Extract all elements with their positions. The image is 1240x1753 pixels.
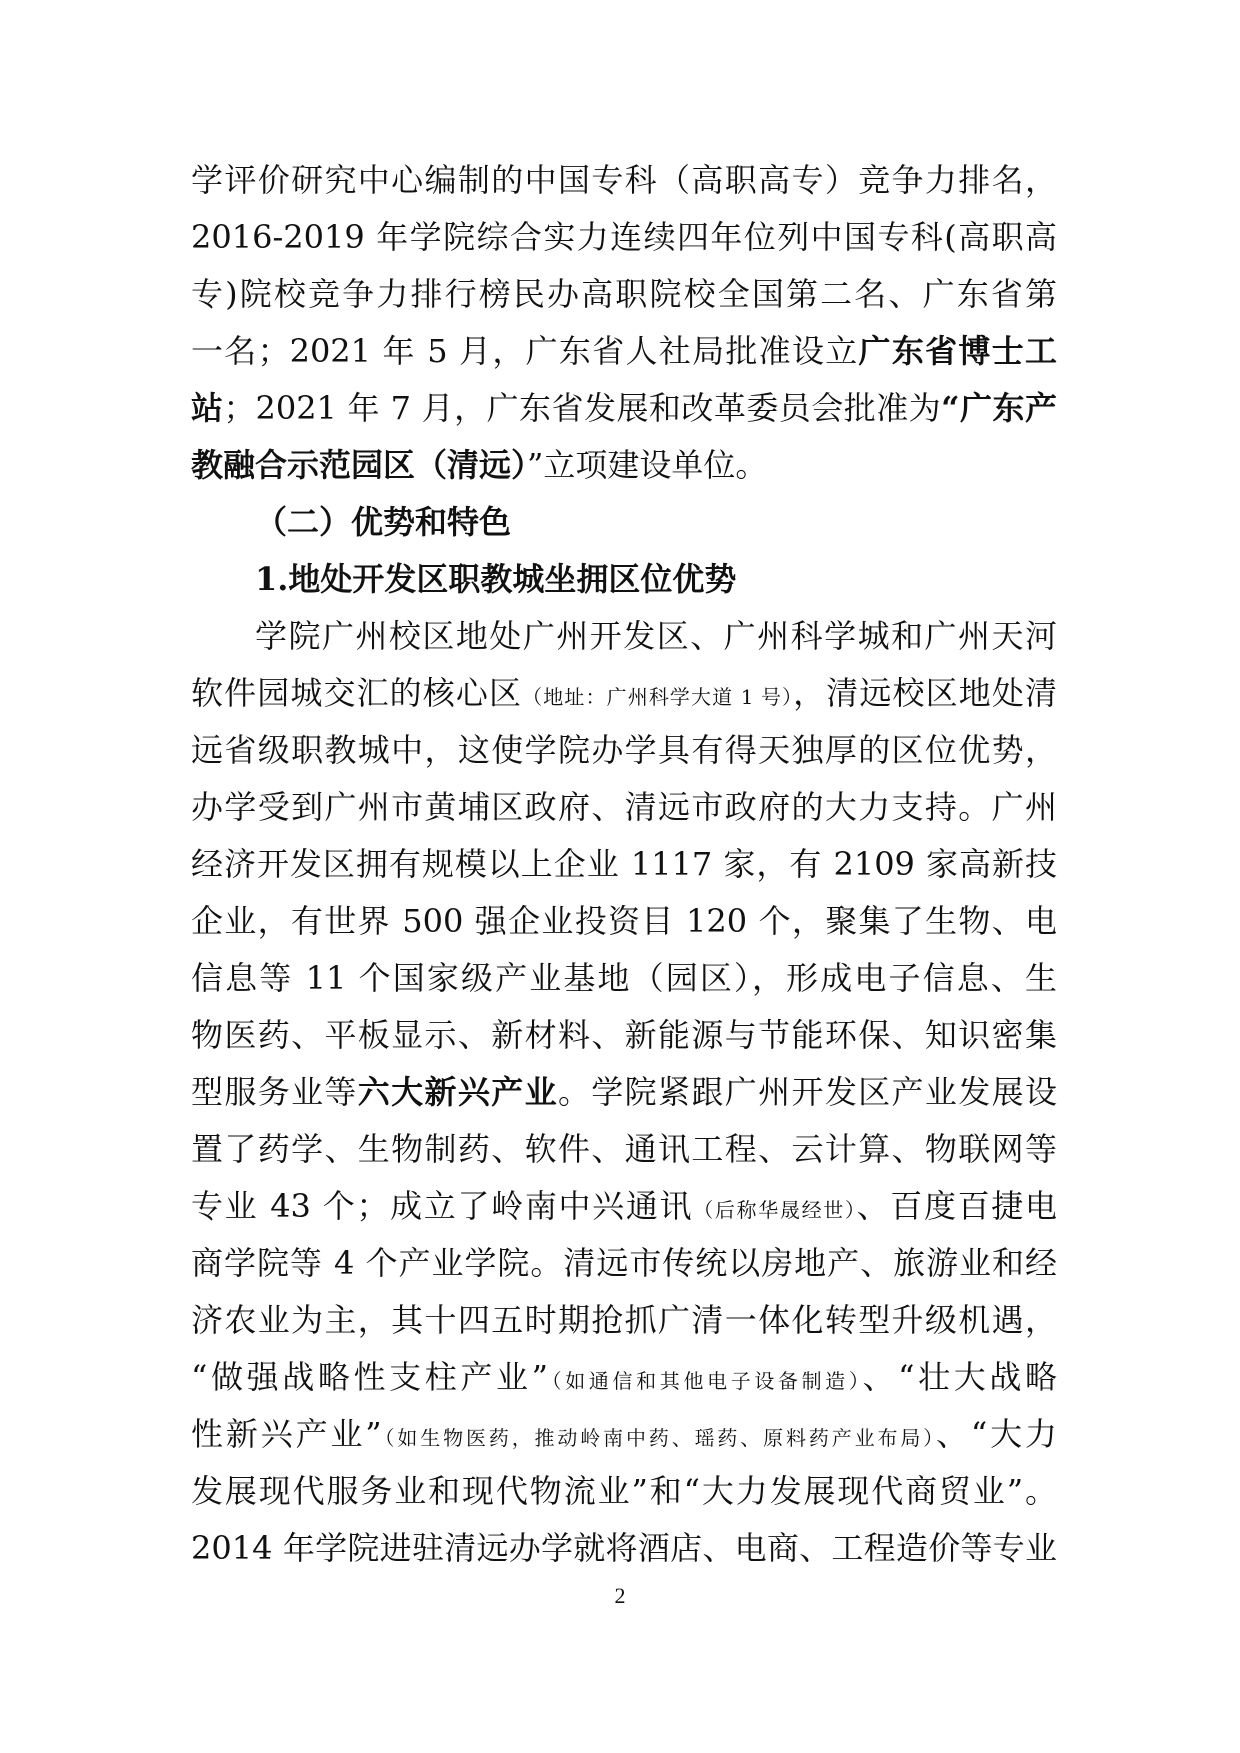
note-text: （如生物医药，推动岭南中药、瑶药、原料药产业布局） xyxy=(381,1426,937,1450)
line-text: 2014 年学院进驻清远办学就将酒店、电商、工程造价等专业 xyxy=(191,1529,1057,1567)
line-text: 物医药、平板显示、新材料、新能源与节能环保、知识密集 xyxy=(191,1016,1057,1054)
emphasis-text: 站 xyxy=(191,389,224,427)
emphasis-text: “广东产 xyxy=(941,389,1057,427)
text-line xyxy=(191,1463,1057,1520)
text-line xyxy=(191,209,1057,266)
body-paragraph xyxy=(191,608,1057,1577)
text-line xyxy=(191,950,1057,1007)
subsection-heading: 1.地处开发区职教城坐拥区位优势 xyxy=(255,560,737,598)
note-text: （如通信和其他电子设备制造） xyxy=(548,1369,863,1393)
line-text: 专)院校竞争力排行榜民办高职院校全国第二名、广东省第 xyxy=(191,275,1057,313)
line-text: ，清远校区地处清 xyxy=(793,674,1057,712)
line-text: ”立项建设单位。 xyxy=(527,446,768,484)
line-text: ；2021 年 7 月，广东省发展和改革委员会批准为 xyxy=(223,389,942,427)
line-text: 经济开发区拥有规模以上企业 1117 家，有 2109 家高新技 xyxy=(191,845,1057,883)
line-text: 商学院等 4 个产业学院。清远市传统以房地产、旅游业和经 xyxy=(191,1244,1057,1282)
line-text: 一名；2021 年 5 月，广东省人社局批准设立 xyxy=(191,332,859,370)
text-line xyxy=(191,836,1057,893)
text-line xyxy=(191,1235,1057,1292)
text-line xyxy=(191,1007,1057,1064)
line-text: 、百度百捷电 xyxy=(856,1187,1057,1225)
text-line xyxy=(191,665,1057,722)
line-text: 企业，有世界 500 强企业投资目 120 个，聚集了生物、电 xyxy=(191,902,1057,940)
text-line xyxy=(191,1292,1057,1349)
line-text: 济农业为主，其十四五时期抢抓广清一体化转型升级机遇， xyxy=(191,1301,1057,1339)
text-line xyxy=(191,323,1057,380)
line-text: 专业 43 个；成立了岭南中兴通讯 xyxy=(191,1187,694,1225)
line-text: 。学院紧跟广州开发区产业发展设 xyxy=(557,1073,1057,1111)
text-line xyxy=(191,608,1057,665)
emphasis-text: 六大新兴产业 xyxy=(357,1073,558,1111)
text-line xyxy=(191,1064,1057,1121)
emphasis-text: 教融合示范园区（清远） xyxy=(191,446,528,484)
line-text: 、“壮大战略 xyxy=(862,1358,1057,1396)
text-line xyxy=(191,779,1057,836)
line-text: “做强战略性支柱产业” xyxy=(191,1358,549,1396)
line-text: 软件园城交汇的核心区 xyxy=(191,674,523,712)
document-body xyxy=(191,152,1057,1577)
line-text: 性新兴产业” xyxy=(191,1415,382,1453)
line-text: 办学受到广州市黄埔区政府、清远市政府的大力支持。广州 xyxy=(191,788,1057,826)
text-line xyxy=(191,380,1057,437)
line-text: 置了药学、生物制药、软件、通讯工程、云计算、物联网等 xyxy=(191,1130,1057,1168)
line-text: 型服务业等 xyxy=(191,1073,358,1111)
text-line xyxy=(191,1178,1057,1235)
text-line xyxy=(191,1406,1057,1463)
text-line xyxy=(191,152,1057,209)
text-line xyxy=(191,893,1057,950)
line-text: 发展现代服务业和现代物流业”和“大力发展现代商贸业”。 xyxy=(191,1472,1057,1510)
text-line xyxy=(191,1121,1057,1178)
line-text: 学评价研究中心编制的中国专科（高职高专）竞争力排名， xyxy=(191,161,1057,199)
page-number: 2 xyxy=(614,1583,626,1608)
text-line xyxy=(191,1520,1057,1577)
line-text: 、“大力 xyxy=(936,1415,1057,1453)
text-line xyxy=(191,437,1057,494)
emphasis-text: 广东省博士工 xyxy=(858,332,1057,370)
note-text: （地址：广州科学大道 1 号） xyxy=(522,685,794,709)
intro-paragraph xyxy=(191,152,1057,494)
line-text: 2016-2019 年学院综合实力连续四年位列中国专科(高职高 xyxy=(191,218,1057,256)
line-text: 学院广州校区地处广州开发区、广州科学城和广州天河 xyxy=(255,617,1057,655)
text-line xyxy=(191,1349,1057,1406)
line-text: 信息等 11 个国家级产业基地（园区），形成电子信息、生 xyxy=(191,959,1057,997)
section-heading: （二）优势和特色 xyxy=(255,503,512,541)
line-text: 远省级职教城中，这使学院办学具有得天独厚的区位优势， xyxy=(191,731,1057,769)
note-text: （后称华晟经世） xyxy=(693,1198,857,1222)
text-line xyxy=(191,266,1057,323)
text-line xyxy=(191,722,1057,779)
